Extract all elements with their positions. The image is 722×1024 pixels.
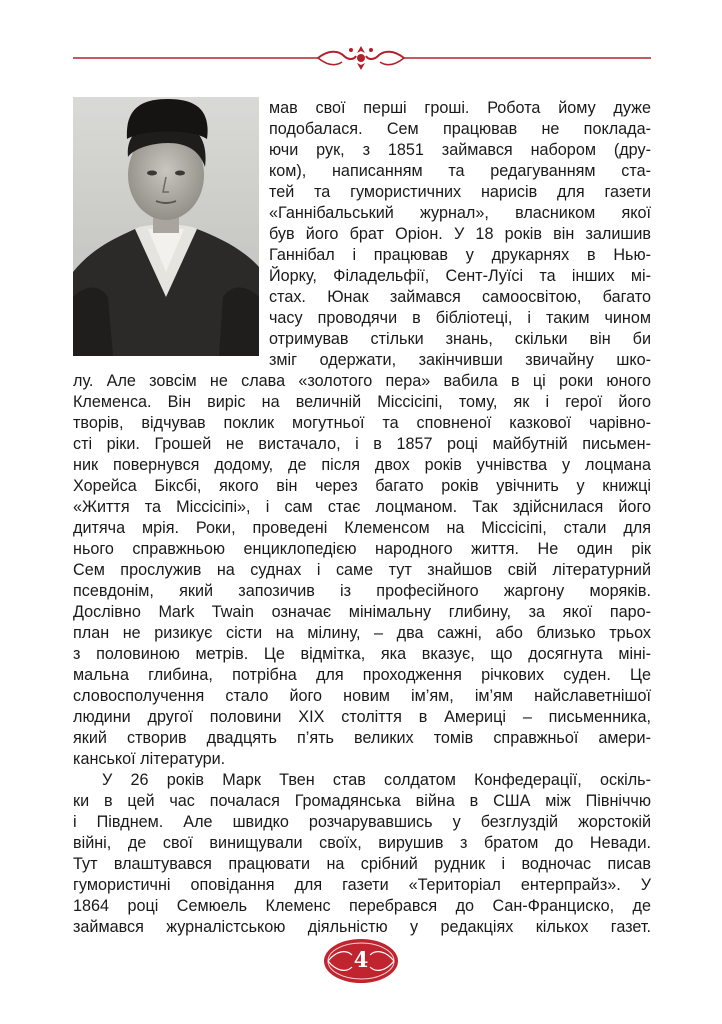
- text-line: займався журналістською діяльністю у редакціях кількох газет.: [73, 918, 651, 936]
- page-number: 4: [353, 947, 369, 972]
- text-line: Ганнібал і працював у друкарнях в Нью-: [269, 246, 651, 264]
- text-line: 1864 році Семюель Клеменс перебрався до Сан-Франциско, де: [73, 897, 651, 915]
- text-line: був його брат Оріон. У 18 років він залишив: [269, 225, 651, 243]
- text-line: «Життя та Міссісіпі», і сам стає лоцманом. Так здійснилася його: [73, 498, 651, 516]
- text-line: словосполучення стало його новим ім’ям, ім’ям найславетнішої: [73, 687, 651, 705]
- header-ornament: [0, 36, 722, 76]
- text-line: і Півднем. Але швидко розчарувавшись у безглуздій жорстокій: [73, 813, 651, 831]
- text-line: план не ризикує сісти на мілину, – два сажні, або близько трьох: [73, 624, 651, 642]
- text-line: тей та гумористичних нарисів для газети: [269, 183, 651, 201]
- text-line: подобалася. Сем працював не поклада-: [269, 120, 651, 138]
- text-line: дитяча мрія. Роки, проведені Клеменсом на Міссісіпі, стали для: [73, 519, 651, 537]
- text-line: Дослівно Mark Twain означає мінімальну глибину, за якої паро-: [73, 603, 651, 621]
- text-line: «Ганнібальський журнал», власником якої: [269, 204, 651, 222]
- text-line: мав свої перші гроші. Робота йому дуже: [269, 99, 651, 117]
- text-line: мальна глибина, потрібна для проходження річкових суден. Це: [73, 666, 651, 684]
- text-line: ком), написанням та редагуванням ста-: [269, 162, 651, 180]
- text-line: гумористичні оповідання для газети «Територіал ентерпрайз». У: [73, 876, 651, 894]
- text-line: Йорку, Філадельфії, Сент-Луїсі та інших мі-: [269, 267, 651, 285]
- text-line: стах. Юнак займався самоосвітою, багато: [269, 288, 651, 306]
- text-line: зміг одержати, закінчивши звичайну шко-: [269, 351, 651, 369]
- text-line: який створив двадцять п’ять великих томів справжньої амери-: [73, 729, 651, 747]
- text-line: отримував стільки знань, скільки він би: [269, 330, 651, 348]
- text-line: Сем прослужив на суднах і саме тут знайшов свій літературний: [73, 561, 651, 579]
- portrait-photo: [73, 97, 259, 356]
- text-line: ючи рук, з 1851 займався набором (дру-: [269, 141, 651, 159]
- text-line: ки в цей час почалася Громадянська війна в США між Північчю: [73, 792, 651, 810]
- text-line: людини другої половини XIX століття в Америці – письменника,: [73, 708, 651, 726]
- text-line: війні, де свої винищували своїх, вирушив з братом до Невади.: [73, 834, 651, 852]
- text-line: нього справжньою енциклопедією народного життя. Не один рік: [73, 540, 651, 558]
- text-line: Тут влаштувався працювати на срібний рудник і водночас писав: [73, 855, 651, 873]
- text-line: сті ріки. Грошей не вистачало, і в 1857 році майбутній письмен-: [73, 435, 651, 453]
- text-line: У 26 років Марк Твен став солдатом Конфедерації, оскіль-: [102, 771, 651, 789]
- text-line: лу. Але зовсім не слава «золотого пера» вабила в ці роки юного: [73, 372, 651, 390]
- text-line: часу проводячи в бібліотеці, і таким чином: [269, 309, 651, 327]
- text-line: Хорейса Біксбі, якого він через багато років увічнить у книжці: [73, 477, 651, 495]
- text-line: з половиною метрів. Це відмітка, яка вказує, що досягнута міні-: [73, 645, 651, 663]
- text-line: псевдонім, який запозичив із професійного жаргону моряків.: [73, 582, 651, 600]
- text-line: канської літератури.: [73, 750, 226, 768]
- text-line: Клеменса. Він виріс на величній Міссісіпі, тому, як і герої його: [73, 393, 651, 411]
- text-line: творів, відчував поклик могутньої та сповненої казкової чарівно-: [73, 414, 651, 432]
- text-line: ник повернувся додому, де після двох років учнівства у лоцмана: [73, 456, 651, 474]
